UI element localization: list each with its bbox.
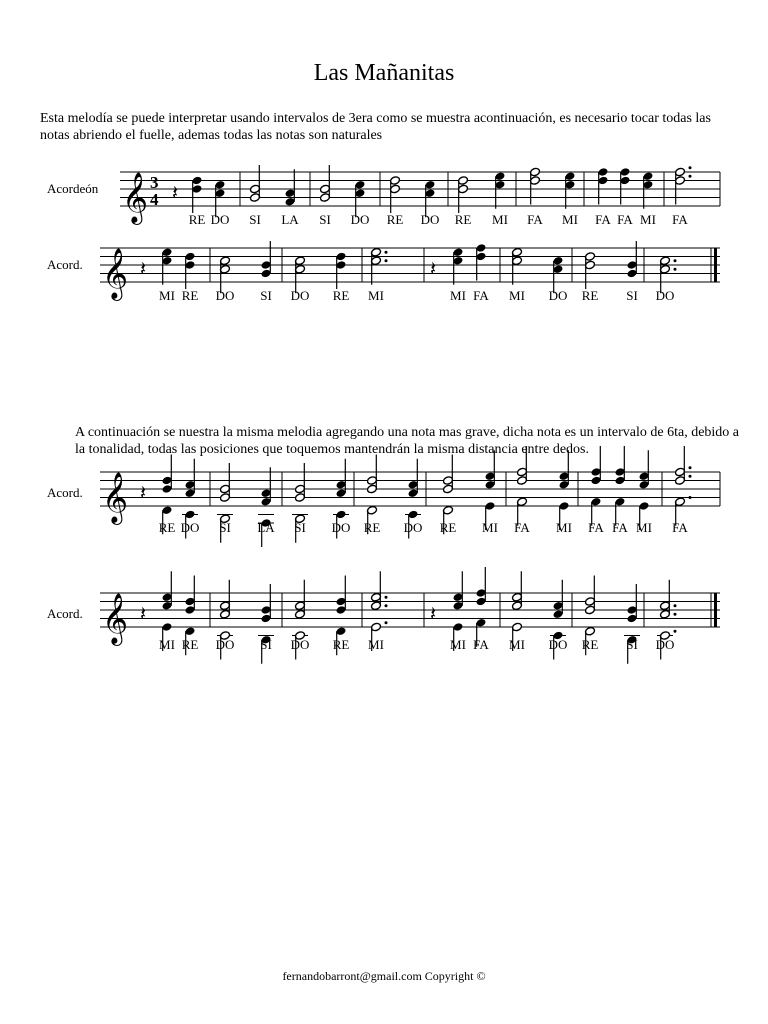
note-name-label: MI — [640, 212, 656, 227]
note-name-label: RE — [181, 288, 199, 303]
note-name-label: FA — [473, 637, 489, 652]
instrument-label: Acordeón — [47, 181, 99, 196]
chord — [250, 165, 261, 202]
dot — [689, 466, 692, 469]
dot — [689, 175, 692, 178]
note-name-label: SI — [249, 212, 261, 227]
chord — [371, 247, 388, 284]
dot — [689, 166, 692, 169]
chord — [453, 247, 464, 284]
instrument-label: Acord. — [47, 257, 83, 272]
chord — [530, 167, 541, 204]
note-name-label: RE — [363, 520, 381, 535]
time-signature-bottom: 4 — [150, 190, 159, 209]
note-name-label: MI — [482, 520, 498, 535]
note-name-label: RE — [581, 288, 599, 303]
treble-clef-icon: 𝄞 — [102, 249, 129, 298]
dot — [674, 630, 677, 633]
note-name-label: FA — [617, 212, 633, 227]
note-name-label: MI — [492, 212, 508, 227]
note-name-label: FA — [588, 520, 604, 535]
quarter-rest-icon: 𝄽 — [172, 182, 179, 205]
dot — [689, 496, 692, 499]
chord — [627, 241, 638, 278]
note-name-label: MI — [368, 637, 384, 652]
chord — [285, 169, 296, 206]
treble-clef-icon: 𝄞 — [102, 473, 129, 522]
note-name-label: FA — [473, 288, 489, 303]
note-name-label: RE — [581, 637, 599, 652]
note-name-label: FA — [672, 520, 688, 535]
note-name-label: FA — [612, 520, 628, 535]
note-name-label: DO — [420, 212, 440, 227]
note-name-label: SI — [260, 288, 272, 303]
note-name-label: DO — [548, 288, 568, 303]
instrument-label: Acord. — [47, 606, 83, 621]
note-name-label: SI — [626, 288, 638, 303]
dot — [385, 251, 388, 254]
chord — [591, 446, 602, 526]
staff-system — [47, 567, 720, 664]
note-name-label: DO — [331, 520, 351, 535]
dot — [385, 259, 388, 262]
instrument-label: Acord. — [47, 485, 83, 500]
chord — [185, 252, 196, 289]
note-name-label: RE — [439, 520, 457, 535]
final-barline — [714, 593, 717, 627]
note-name-label: FA — [595, 212, 611, 227]
chord — [476, 243, 487, 280]
chord — [320, 165, 331, 202]
final-barline — [714, 248, 717, 282]
note-name-label: MI — [368, 288, 384, 303]
note-name-label: SI — [294, 520, 306, 535]
dot — [385, 621, 388, 624]
note-name-label: FA — [672, 212, 688, 227]
chord — [559, 450, 570, 530]
chord — [639, 450, 650, 530]
note-name-label: FA — [527, 212, 543, 227]
dot — [674, 613, 677, 616]
dot — [674, 268, 677, 271]
quarter-rest-icon: 𝄽 — [430, 603, 437, 626]
note-name-label: LA — [281, 212, 299, 227]
dot — [689, 475, 692, 478]
chord — [476, 567, 487, 647]
intro-paragraph: Esta melodía se puede interpretar usando intervalos de 3era como se muestra acontinuación, es necesario tocar todas las notas abriendo el fuelle, ademas todas las notas son naturales — [40, 111, 711, 143]
note-name-label: DO — [215, 288, 235, 303]
dot — [674, 259, 677, 262]
note-name-label: RE — [332, 288, 350, 303]
note-name-label: MI — [556, 520, 572, 535]
second-paragraph: A continuación se nuestra la misma melodia agregando una nota mas grave, dicha nota es un intervalo de 6ta, debido a la tonalidad, todas las posiciones que toquemos mantendrán la misma distancia entre dedos. — [75, 425, 740, 457]
note-name-label: DO — [290, 637, 310, 652]
note-name-label: SI — [260, 637, 272, 652]
chord — [261, 241, 272, 278]
note-name-label: MI — [509, 637, 525, 652]
staff-system — [47, 446, 720, 547]
chord — [512, 247, 523, 284]
time-signature-top: 3 — [150, 173, 159, 192]
chord — [565, 171, 576, 208]
chord — [495, 171, 506, 208]
note-name-label: RE — [454, 212, 472, 227]
note-name-label: MI — [450, 637, 466, 652]
chord — [390, 176, 401, 213]
note-name-label: DO — [350, 212, 370, 227]
note-name-label: SI — [219, 520, 231, 535]
note-name-label: MI — [636, 520, 652, 535]
chord — [517, 446, 528, 526]
chord — [258, 467, 274, 547]
quarter-rest-icon: 𝄽 — [140, 482, 147, 505]
note-name-label: MI — [562, 212, 578, 227]
chord — [620, 167, 631, 204]
footer-copyright: fernandobarront@gmail.com Copyright © — [282, 969, 486, 983]
chord — [643, 171, 654, 208]
chord — [458, 176, 469, 213]
chord — [485, 450, 496, 530]
chord — [336, 252, 347, 289]
note-name-label: DO — [180, 520, 200, 535]
note-name-label: RE — [181, 637, 199, 652]
note-name-label: DO — [403, 520, 423, 535]
note-name-label: MI — [509, 288, 525, 303]
quarter-rest-icon: 𝄽 — [140, 258, 147, 281]
note-name-label: DO — [655, 288, 675, 303]
note-name-label: SI — [626, 637, 638, 652]
note-name-label: MI — [450, 288, 466, 303]
chord — [598, 167, 609, 204]
note-name-label: DO — [210, 212, 230, 227]
dot — [385, 596, 388, 599]
treble-clef-icon: 𝄞 — [102, 594, 129, 643]
quarter-rest-icon: 𝄽 — [140, 603, 147, 626]
note-name-label: MI — [159, 637, 175, 652]
chord — [192, 176, 203, 213]
quarter-rest-icon: 𝄽 — [430, 258, 437, 281]
chord — [162, 247, 173, 284]
note-name-label: RE — [158, 520, 176, 535]
chord — [615, 446, 626, 526]
page-title: Las Mañanitas — [313, 60, 455, 86]
treble-clef-icon: 𝄞 — [122, 173, 149, 222]
note-name-label: DO — [655, 637, 675, 652]
note-name-label: RE — [386, 212, 404, 227]
staff-system — [47, 241, 720, 303]
note-name-label: DO — [548, 637, 568, 652]
chord — [585, 252, 596, 289]
note-name-label: RE — [332, 637, 350, 652]
note-name-label: SI — [319, 212, 331, 227]
note-name-label: FA — [514, 520, 530, 535]
note-name-label: MI — [159, 288, 175, 303]
dot — [674, 604, 677, 607]
chord — [675, 446, 692, 526]
dot — [385, 604, 388, 607]
note-name-label: DO — [215, 637, 235, 652]
note-name-label: DO — [290, 288, 310, 303]
note-name-label: RE — [188, 212, 206, 227]
note-name-label: LA — [257, 520, 275, 535]
